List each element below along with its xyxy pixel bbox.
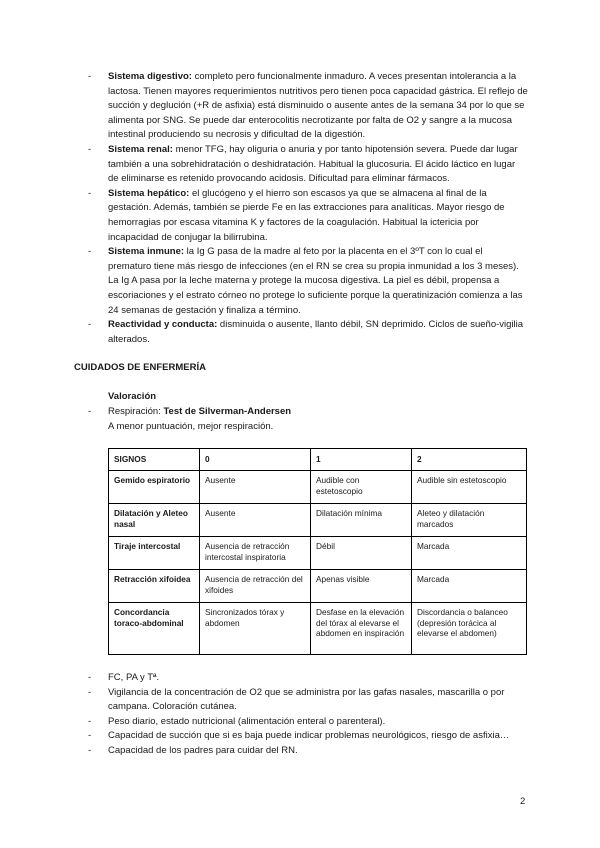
care-list xyxy=(88,671,528,759)
table-row xyxy=(109,570,527,603)
table-cell: Aleteo y dilatación marcados xyxy=(412,504,527,537)
table-row xyxy=(109,504,527,537)
table-cell: Concordancia toraco-abdominal xyxy=(109,603,200,655)
list-item: - FC, PA y Tª. xyxy=(88,671,528,686)
table-cell: Gemido espiratorio xyxy=(109,471,200,504)
systems-list xyxy=(88,70,528,347)
table-cell: Audible con estetoscopio xyxy=(311,471,412,504)
table-cell: Dilatación y Aleteo nasal xyxy=(109,504,200,537)
table-header: 1 xyxy=(311,449,412,471)
table-header-row xyxy=(109,449,527,471)
table-cell: Tiraje intercostal xyxy=(109,537,200,570)
table-cell: Ausencia de retracción del xifoides xyxy=(200,570,311,603)
table-cell: Retracción xifoidea xyxy=(109,570,200,603)
table-header: 0 xyxy=(200,449,311,471)
table-row xyxy=(109,537,527,570)
list-item: - Peso diario, estado nutricional (alimentación enteral o parenteral). xyxy=(88,715,528,730)
list-item-digestive: - Sistema digestivo: completo pero funcionalmente inmaduro. A veces presentan intolerancia a la lactosa. Tienen mayores requerimientos nutritivos pero tienen poca capacidad gástrica. El reflejo de succión y deglución (+R de asfixia) está disminuido o ausente antes de la semana 34 por lo que se alimenta por SNG. Se puede dar enterocolitis necrotizante por falta de O2 y sangre a la mucosa intestinal produciendo su necrosis y dificultad de la digestión. xyxy=(88,70,528,143)
table-cell: Ausencia de retracción intercostal inspiratoria xyxy=(200,537,311,570)
table-cell: Ausente xyxy=(200,471,311,504)
respiration-list xyxy=(88,405,528,434)
respiration-note: A menor puntuación, mejor respiración. xyxy=(108,420,274,432)
table-cell: Marcada xyxy=(412,537,527,570)
page-number: 2 xyxy=(520,796,526,807)
table-header: 2 xyxy=(412,449,527,471)
list-item-behavior: - Reactividad y conducta: disminuida o ausente, llanto débil, SN deprimido. Ciclos de sueño-vigilia alterados. xyxy=(88,318,528,347)
table-row xyxy=(109,471,527,504)
valoracion-title: Valoración xyxy=(108,391,157,402)
list-item-renal: - Sistema renal: menor TFG, hay oliguria o anuria y por tanto hipotensión severa. Puede dar lugar también a una sobrehidratación o deshidratación. Habitual la glucosuria. El ácido láctico en lugar de eliminarse es retenido provocando acidosis. Dificultad para eliminar fármacos. xyxy=(88,143,528,187)
table-row xyxy=(109,603,527,655)
list-item: - Capacidad de succión que si es baja puede indicar problemas neurológicos, riesgo de asfixia… xyxy=(88,729,528,744)
silverman-andersen-table xyxy=(108,448,527,655)
table-cell: Discordancia o balanceo (depresión torácica al elevarse el abdomen) xyxy=(412,603,527,655)
table-header: SIGNOS xyxy=(109,449,200,471)
table-cell: Sincronizados tórax y abdomen xyxy=(200,603,311,655)
table-cell: Dilatación mínima xyxy=(311,504,412,537)
section-heading: CUIDADOS DE ENFERMERÍA xyxy=(74,362,206,373)
list-item-hepatic: - Sistema hepático: el glucógeno y el hierro son escasos ya que se almacena al final de la gestación. Además, también se pierde Fe en las extracciones para analíticas. Mayor riesgo de hemorragias por escasa vitamina K y factores de la coagulación. Habitual la ictericia por incapacidad de conjugar la bilirrubina. xyxy=(88,187,528,245)
list-item: - Capacidad de los padres para cuidar del RN. xyxy=(88,744,528,759)
table-cell: Marcada xyxy=(412,570,527,603)
table-cell: Ausente xyxy=(200,504,311,537)
list-item: - Vigilancia de la concentración de O2 que se administra por las gafas nasales, mascarilla o por campana. Coloración cutánea. xyxy=(88,686,528,715)
table-cell: Débil xyxy=(311,537,412,570)
table-cell: Desfase en la elevación del tórax al elevarse el abdomen en inspiración xyxy=(311,603,412,655)
list-item-immune: - Sistema inmune: la Ig G pasa de la madre al feto por la placenta en el 3ºT con lo cual el prematuro tiene más riesgo de infecciones (en el RN se crea su propia inmunidad a los 3 meses). La Ig A pasa por la leche materna y protege la mucosa digestiva. La piel es débil, propensa a escoriaciones y el estrato córneo no protege lo suficiente porque la queratinización comienza a las 24 semanas de gestación y finaliza a término. xyxy=(88,245,528,318)
table-cell: Apenas visible xyxy=(311,570,412,603)
list-item-respiration: - Respiración: Test de Silverman-Andersen A menor puntuación, mejor respiración. xyxy=(88,405,528,434)
table-cell: Audible sin estetoscopio xyxy=(412,471,527,504)
